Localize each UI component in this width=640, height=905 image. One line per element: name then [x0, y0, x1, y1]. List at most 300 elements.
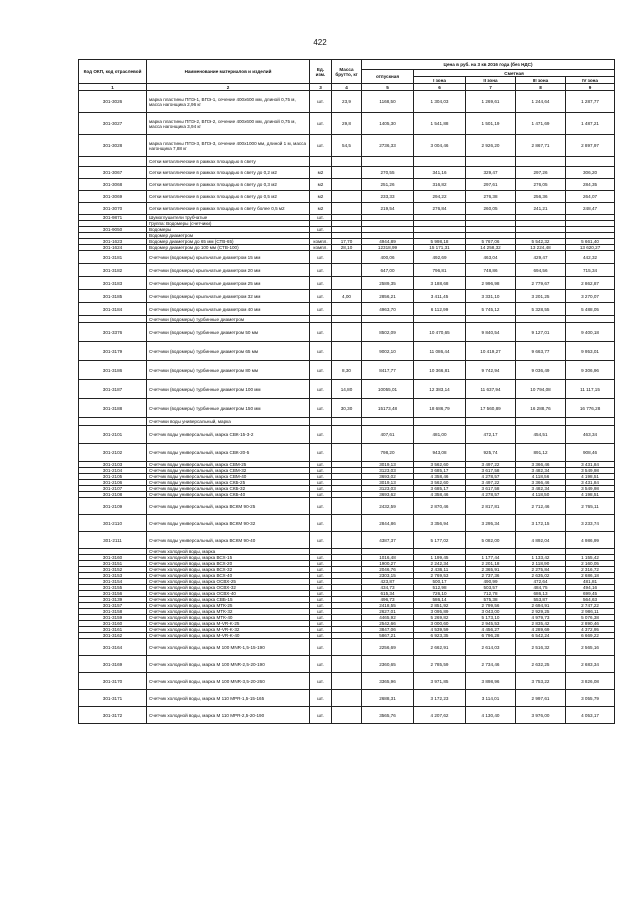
row-price-zone-4: 16 776,28	[566, 399, 615, 418]
row-unit: шт.	[310, 486, 332, 492]
row-price-zone-4: 3 431,84	[566, 480, 615, 486]
row-price-zone-2: 329,47	[466, 167, 516, 179]
row-price-release: 4465,92	[362, 615, 414, 621]
table-row	[79, 444, 615, 462]
row-price-zone-2: 4 278,57	[466, 492, 516, 498]
table-row	[79, 673, 615, 690]
row-price-release: 434,73	[362, 585, 414, 591]
row-price-zone-2: 297,61	[466, 179, 516, 191]
row-mass	[332, 203, 362, 215]
row-unit: м2	[310, 179, 332, 191]
row-code: 301-3070	[79, 203, 147, 215]
table-row	[79, 91, 615, 113]
row-price-zone-3: 3 201,25	[516, 290, 566, 303]
row-name: Счетчик холодной воды, марка ВСХ-40	[147, 573, 310, 579]
row-price-zone-4	[566, 316, 615, 323]
header-name: Наименование материалов и изделий	[147, 60, 310, 84]
row-code: 301-3159	[79, 615, 147, 621]
row-price-zone-1: 3 971,85	[414, 673, 466, 690]
row-mass	[332, 316, 362, 323]
row-name: Счетчик холодной воды, марка ВСХ-32	[147, 567, 310, 573]
row-name: Сетки металлические в рамках площадью в свету до 0,3 м2	[147, 179, 310, 191]
row-price-zone-4: 2 686,18	[566, 573, 615, 579]
table-row	[79, 113, 615, 135]
row-price-zone-4: 1 287,77	[566, 91, 615, 113]
row-price-zone-2: 3 331,10	[466, 290, 516, 303]
row-price-zone-4: 2 890,46	[566, 621, 615, 627]
row-price-zone-2: 5 173,10	[466, 615, 516, 621]
row-code: 301-3162	[79, 633, 147, 639]
row-price-zone-2: 490,99	[466, 579, 516, 585]
row-code: 301-3170	[79, 673, 147, 690]
row-price-zone-3: 4 979,73	[516, 615, 566, 621]
row-price-release: 4963,70	[362, 303, 414, 316]
row-price-release: 1016,48	[362, 555, 414, 561]
row-price-zone-1: 3 095,89	[414, 609, 466, 615]
row-price-zone-1: 481,00	[414, 426, 466, 444]
row-price-zone-4: 2 683,34	[566, 656, 615, 673]
table-row	[79, 515, 615, 532]
row-price-release	[362, 418, 414, 426]
row-price-release: 3019,13	[362, 462, 414, 468]
row-price-zone-3: 484,75	[516, 585, 566, 591]
row-code: 301-3188	[79, 399, 147, 418]
row-price-zone-3: 553,87	[516, 597, 566, 603]
row-price-release: 15173,48	[362, 399, 414, 418]
row-unit: шт.	[310, 462, 332, 468]
row-unit: шт.	[310, 251, 332, 264]
row-name: Счетчики воды универсальный, марка	[147, 418, 310, 426]
row-price-zone-4: 908,46	[566, 444, 615, 462]
row-name: Счетчики (водомеры) крыльчатые диаметром 40 мм	[147, 303, 310, 316]
row-name: марка пластины ППЭ-3, ВПЭ-3, сечение 400х1000 мм, длиной 1 м, масса нагонщика 7,88 кг	[147, 135, 310, 157]
row-name: Сетки металлические в рамках площадью в свету	[147, 157, 310, 167]
row-price-release: 2688,31	[362, 690, 414, 707]
row-mass	[332, 418, 362, 426]
row-price-zone-4: 5 661,40	[566, 239, 615, 245]
row-price-zone-4: 2 986,11	[566, 609, 615, 615]
row-code: 301-3158	[79, 609, 147, 615]
row-name: Счетчик воды универсальный, марка СКБ-32	[147, 486, 310, 492]
row-name: Счетчик воды универсальный, марка ВСКМ 90-25	[147, 498, 310, 515]
row-code: 301-2103	[79, 462, 147, 468]
row-price-zone-2: 9 840,54	[466, 323, 516, 342]
header-estimate-price: Сметная	[414, 70, 615, 77]
row-price-zone-4: 2 747,22	[566, 603, 615, 609]
table-row	[79, 707, 615, 724]
row-price-zone-4: 11 117,15	[566, 380, 615, 399]
row-unit: шт.	[310, 585, 332, 591]
row-name: Сетки металлические в рамках площадью в свету более 0,5 м2	[147, 203, 310, 215]
row-price-zone-1: 3 172,23	[414, 690, 466, 707]
row-code: 301-3169	[79, 656, 147, 673]
row-code: 301-2110	[79, 515, 147, 532]
row-unit: м2	[310, 191, 332, 203]
row-code: 301-3152	[79, 567, 147, 573]
page-number: 422	[313, 38, 327, 47]
row-price-zone-2	[466, 157, 516, 167]
row-price-release: 3693,62	[362, 492, 414, 498]
row-name: марка пластины ППЭ-1, ВПЭ-1, сечение 400х600 мм, длиной 0,75 м, масса нагонщика 2,96 кг	[147, 91, 310, 113]
row-name: Счетчик холодной воды, марка M-VR-K-25	[147, 621, 310, 627]
row-unit: шт.	[310, 264, 332, 277]
row-price-zone-3: 241,21	[516, 203, 566, 215]
row-price-zone-4: 13 620,27	[566, 245, 615, 251]
row-price-zone-3: 5 328,55	[516, 303, 566, 316]
row-price-zone-1: 18 686,79	[414, 399, 466, 418]
row-price-zone-1: 492,69	[414, 251, 466, 264]
row-unit: шт.	[310, 277, 332, 290]
row-code: 301-2105	[79, 474, 147, 480]
row-price-zone-1: 6 923,35	[414, 633, 466, 639]
row-price-zone-4: 9 306,96	[566, 361, 615, 380]
row-price-zone-3: 1 244,64	[516, 91, 566, 113]
row-price-release	[362, 316, 414, 323]
header-mass: Масса брутто, кг	[332, 60, 362, 84]
row-price-zone-4: 248,47	[566, 203, 615, 215]
row-price-zone-1: 3 411,45	[414, 290, 466, 303]
row-code: 301-1624	[79, 245, 147, 251]
row-mass	[332, 690, 362, 707]
row-price-zone-2: 2 945,53	[466, 621, 516, 627]
row-price-zone-4: 715,34	[566, 264, 615, 277]
row-unit: шт.	[310, 627, 332, 633]
row-price-zone-4: 1 487,21	[566, 113, 615, 135]
table-row	[79, 179, 615, 191]
header-price-group: Цена в руб. на 3 кв 2016 года (без НДС)	[362, 60, 615, 70]
row-name: Счетчики (водомеры) турбинные диаметром 80 мм	[147, 361, 310, 380]
row-mass	[332, 673, 362, 690]
row-price-zone-3: 2 694,91	[516, 603, 566, 609]
row-name: Счетчик холодной воды, марка М 100 MNR-1,5-15-190	[147, 639, 310, 656]
row-code: 301-3181	[79, 251, 147, 264]
row-price-zone-1: 3 685,17	[414, 468, 466, 474]
row-price-zone-3: 472,64	[516, 579, 566, 585]
row-code: 301-3185	[79, 290, 147, 303]
row-price-zone-4: 2 862,87	[566, 277, 615, 290]
row-price-zone-3: 1 471,69	[516, 113, 566, 135]
row-name: Счетчик воды универсальный, марка СВМ-25	[147, 462, 310, 468]
row-code: 301-3172	[79, 707, 147, 724]
row-name: Счетчик холодной воды, марка М 100 MNR-3,5-20-260	[147, 673, 310, 690]
row-code	[79, 316, 147, 323]
column-index: 8	[516, 84, 566, 91]
row-code: 301-2104	[79, 468, 147, 474]
row-price-zone-3: 3 753,22	[516, 673, 566, 690]
row-price-zone-2: 3 497,22	[466, 462, 516, 468]
row-price-zone-2: 10 419,27	[466, 342, 516, 361]
row-mass: 30,30	[332, 399, 362, 418]
row-code: 301-3187	[79, 380, 147, 399]
row-price-zone-3: 2 118,90	[516, 561, 566, 567]
row-price-zone-4: 4 198,51	[566, 474, 615, 480]
row-price-zone-4: 3 549,98	[566, 468, 615, 474]
row-code: 301-2101	[79, 426, 147, 444]
row-price-zone-1: 4 358,46	[414, 492, 466, 498]
row-price-zone-2: 2 799,56	[466, 603, 516, 609]
row-price-zone-2: 1 269,61	[466, 91, 516, 113]
table-row	[79, 399, 615, 418]
row-mass	[332, 323, 362, 342]
row-unit: шт.	[310, 215, 332, 221]
row-name: Счетчик холодной воды, марка ВСХ-20	[147, 561, 310, 567]
row-price-release: 2418,55	[362, 603, 414, 609]
row-price-zone-4: 6 669,22	[566, 633, 615, 639]
row-code: 301-3160	[79, 555, 147, 561]
row-unit: шт.	[310, 673, 332, 690]
row-price-zone-1: 2 662,91	[414, 639, 466, 656]
row-price-zone-1: 2 436,11	[414, 567, 466, 573]
row-price-zone-4: 2 765,11	[566, 498, 615, 515]
row-unit: шт.	[310, 591, 332, 597]
row-unit: шт.	[310, 468, 332, 474]
row-price-zone-1: 500,17	[414, 579, 466, 585]
row-price-release: 400,06	[362, 251, 414, 264]
row-price-zone-3: 9 663,77	[516, 342, 566, 361]
row-code: 301-3376	[79, 323, 147, 342]
row-price-zone-1: 2 785,59	[414, 656, 466, 673]
row-price-zone-3: 3 976,00	[516, 707, 566, 724]
row-price-zone-2: 260,05	[466, 203, 516, 215]
row-mass	[332, 639, 362, 656]
row-mass: 28,10	[332, 245, 362, 251]
row-price-zone-2: 2 996,98	[466, 277, 516, 290]
header-zone-2: II зона	[466, 77, 516, 84]
row-price-zone-4	[566, 157, 615, 167]
row-name: Счетчик холодной воды, марка	[147, 549, 310, 555]
row-price-zone-1: 3 356,94	[414, 515, 466, 532]
row-price-zone-3: 297,26	[516, 167, 566, 179]
row-price-release: 3693,02	[362, 474, 414, 480]
row-price-zone-4: 1 155,42	[566, 555, 615, 561]
row-code: 301-3151	[79, 561, 147, 567]
row-price-zone-1: 2 870,46	[414, 498, 466, 515]
row-mass	[332, 707, 362, 724]
row-name: Водомер диаметром до 100 мм (СТВ-100)	[147, 245, 310, 251]
row-code: 301-9050	[79, 227, 147, 233]
row-name: Счетчики (водомеры) крыльчатые диаметром 32 мм	[147, 290, 310, 303]
row-price-zone-1: 3 000,60	[414, 621, 466, 627]
row-price-zone-1: 3 562,60	[414, 462, 466, 468]
row-price-zone-2: 5 745,12	[466, 303, 516, 316]
row-price-zone-1: 1 199,45	[414, 555, 466, 561]
row-mass: 23,9	[332, 91, 362, 113]
row-code: 301-3067	[79, 167, 147, 179]
row-price-zone-4: 306,20	[566, 167, 615, 179]
row-unit: шт.	[310, 498, 332, 515]
row-price-release: 2589,35	[362, 277, 414, 290]
column-index: 1	[79, 84, 147, 91]
row-price-zone-1	[414, 316, 466, 323]
row-price-release: 423,87	[362, 579, 414, 585]
row-name: Счетчик холодной воды, марка ОСВХ-40	[147, 591, 310, 597]
row-price-zone-3: 3 482,34	[516, 468, 566, 474]
row-code: 301-9871	[79, 215, 147, 221]
row-price-release: 270,55	[362, 167, 414, 179]
row-code: 301-3139	[79, 597, 147, 603]
row-price-release: 2256,69	[362, 639, 414, 656]
row-price-release: 4387,37	[362, 532, 414, 549]
column-index-row	[79, 84, 615, 91]
row-price-zone-1: 10 470,65	[414, 323, 466, 342]
row-price-zone-4: 264,07	[566, 191, 615, 203]
row-price-zone-3: 2 712,46	[516, 498, 566, 515]
row-unit: шт.	[310, 707, 332, 724]
header-zone-1: I зона	[414, 77, 466, 84]
row-unit: шт.	[310, 135, 332, 157]
row-price-zone-3: 4 118,56	[516, 474, 566, 480]
row-code: 301-1623	[79, 239, 147, 245]
row-unit: шт.	[310, 399, 332, 418]
row-unit: шт.	[310, 91, 332, 113]
row-price-release: 615,34	[362, 591, 414, 597]
row-price-zone-4: 463,34	[566, 426, 615, 444]
table-row	[79, 498, 615, 515]
row-name: Группа: Водомеры (счетчики)	[147, 221, 310, 227]
table-row	[79, 157, 615, 167]
row-unit: шт.	[310, 323, 332, 342]
row-price-zone-1: 4 539,59	[414, 627, 466, 633]
row-price-zone-4: 699,45	[566, 591, 615, 597]
row-price-zone-2: 9 742,94	[466, 361, 516, 380]
row-unit: шт.	[310, 515, 332, 532]
row-price-release: 2736,33	[362, 135, 414, 157]
row-unit: шт.	[310, 532, 332, 549]
row-price-release: 219,54	[362, 203, 414, 215]
row-price-release	[362, 157, 414, 167]
row-unit: шт.	[310, 603, 332, 609]
row-price-zone-2: 6 796,28	[466, 633, 516, 639]
row-price-zone-3: 2 867,71	[516, 135, 566, 157]
row-price-zone-3: 10 794,08	[516, 380, 566, 399]
row-name: Счетчики (водомеры) турбинные диаметром	[147, 316, 310, 323]
table-row	[79, 290, 615, 303]
header-unit: Ед. изм.	[310, 60, 332, 84]
table-row	[79, 277, 615, 290]
row-price-zone-1: 3 685,17	[414, 486, 466, 492]
row-price-zone-3	[516, 316, 566, 323]
row-code: 301-3069	[79, 191, 147, 203]
row-price-zone-1: 3 004,46	[414, 135, 466, 157]
row-price-zone-1: 726,10	[414, 591, 466, 597]
row-unit: шт.	[310, 633, 332, 639]
row-price-zone-2: 575,38	[466, 597, 516, 603]
table-row	[79, 251, 615, 264]
row-price-zone-2	[466, 316, 516, 323]
row-price-zone-4: 3 826,08	[566, 673, 615, 690]
row-price-zone-1: 341,16	[414, 167, 466, 179]
table-row	[79, 203, 615, 215]
row-price-zone-1: 796,81	[414, 264, 466, 277]
row-name: Счетчик воды универсальный, марка ВСКМ 90-32	[147, 515, 310, 532]
row-code	[79, 418, 147, 426]
row-mass: 14,80	[332, 380, 362, 399]
row-name: Счетчик воды универсальный, марка СКБ-25	[147, 480, 310, 486]
row-price-zone-2: 3 617,58	[466, 468, 516, 474]
row-price-zone-2: 748,86	[466, 264, 516, 277]
row-name: Счетчик холодной воды, марка М 100 MNR-2,5-20-190	[147, 656, 310, 673]
row-unit: шт.	[310, 426, 332, 444]
row-price-release: 3019,13	[362, 480, 414, 486]
row-unit: шт.	[310, 444, 332, 462]
table-row	[79, 323, 615, 342]
row-unit: шт.	[310, 342, 332, 361]
row-price-release: 2432,59	[362, 498, 414, 515]
row-price-zone-3: 3 172,15	[516, 515, 566, 532]
column-index: 5	[362, 84, 414, 91]
row-price-zone-3: 6 542,24	[516, 633, 566, 639]
row-price-zone-4: 3 431,84	[566, 462, 615, 468]
row-price-zone-3: 686,13	[516, 591, 566, 597]
row-name: Счетчик холодной воды, марка М 110 MPR-2,5-20-190	[147, 707, 310, 724]
row-name: Счетчик воды универсальный, марка СВК-15-3-2	[147, 426, 310, 444]
row-price-release: 251,26	[362, 179, 414, 191]
table-row	[79, 245, 615, 251]
row-price-zone-3: 9 036,49	[516, 361, 566, 380]
header-release-price: отпускная	[362, 70, 414, 84]
row-mass	[332, 277, 362, 290]
row-name: Счетчик воды универсальный, марка ВСКМ 90-40	[147, 532, 310, 549]
row-price-release: 647,00	[362, 264, 414, 277]
row-price-zone-4: 564,63	[566, 597, 615, 603]
row-unit: шт.	[310, 555, 332, 561]
row-name: Счетчик холодной воды, марка M-VR-K-32	[147, 627, 310, 633]
row-price-zone-1: 12 383,14	[414, 380, 466, 399]
row-price-release: 5867,21	[362, 633, 414, 639]
row-price-zone-3: 4 289,69	[516, 627, 566, 633]
row-code: 301-3026	[79, 91, 147, 113]
row-unit: шт.	[310, 621, 332, 627]
row-price-zone-3: 2 632,25	[516, 656, 566, 673]
row-name: Счетчики (водомеры) крыльчатые диаметром 15 мм	[147, 251, 310, 264]
row-price-zone-3: 891,12	[516, 444, 566, 462]
row-price-zone-4: 3 270,07	[566, 290, 615, 303]
row-price-zone-3: 2 275,84	[516, 567, 566, 573]
row-name: Счетчик холодной воды, марка М 110 MPR-1,5-15-165	[147, 690, 310, 707]
row-price-zone-1	[414, 418, 466, 426]
row-price-zone-4: 4 053,17	[566, 707, 615, 724]
row-price-zone-2	[466, 418, 516, 426]
row-unit: шт.	[310, 579, 332, 585]
row-unit: шт.	[310, 597, 332, 603]
row-mass	[332, 342, 362, 361]
row-price-zone-3: 4 118,50	[516, 492, 566, 498]
row-price-zone-4: 3 055,79	[566, 690, 615, 707]
row-name: Счетчики (водомеры) турбинные диаметром 50 мм	[147, 323, 310, 342]
row-price-zone-1: 1 304,03	[414, 91, 466, 113]
row-price-zone-2: 276,38	[466, 191, 516, 203]
row-price-zone-3: 4 892,04	[516, 532, 566, 549]
row-code: 301-3184	[79, 303, 147, 316]
row-mass	[332, 444, 362, 462]
row-code: 301-3164	[79, 639, 147, 656]
row-price-zone-2: 1 177,44	[466, 555, 516, 561]
row-price-release: 12318,99	[362, 245, 414, 251]
row-price-zone-2: 11 637,94	[466, 380, 516, 399]
row-price-release: 10055,01	[362, 380, 414, 399]
row-unit: шт.	[310, 567, 332, 573]
row-unit: шт.	[310, 380, 332, 399]
row-mass: 4,00	[332, 290, 362, 303]
row-price-zone-2: 2 737,36	[466, 573, 516, 579]
header-zone-3: III зона	[516, 77, 566, 84]
row-price-zone-1: 5 998,18	[414, 239, 466, 245]
row-price-zone-1: 3 562,60	[414, 480, 466, 486]
row-unit	[310, 157, 332, 167]
row-name: Водомеры	[147, 227, 310, 233]
row-mass	[332, 515, 362, 532]
row-price-zone-1: 3 188,68	[414, 277, 466, 290]
